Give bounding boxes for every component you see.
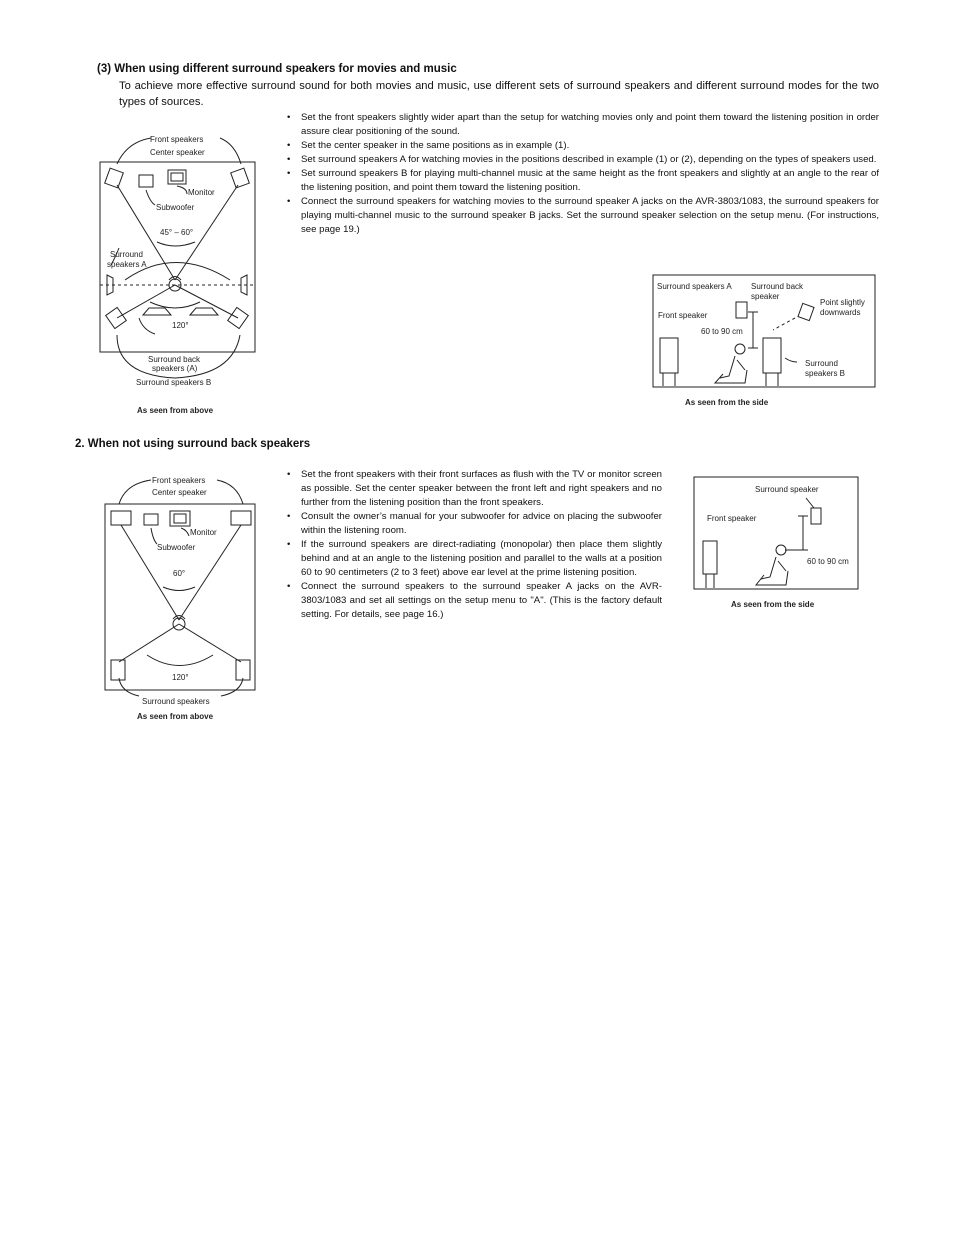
label-front-speaker: Front speaker bbox=[707, 514, 757, 523]
list-item: • Set the front speakers slightly wider apart than the setup for watching movies only and point them toward the listening position in order assure clear positioning of the sound. bbox=[286, 111, 879, 139]
subwoofer-pointer bbox=[151, 528, 157, 544]
surround-b-left bbox=[106, 307, 127, 328]
front-arc-right bbox=[217, 480, 243, 504]
label-height: 60 to 90 cm bbox=[807, 557, 849, 566]
list-item: • Set the front speakers with their front surfaces as flush with the TV or monitor screen as possible. Set the center speaker between the front left and right speakers and no further from the listening position than the front speakers. bbox=[286, 468, 662, 510]
center-speaker-box bbox=[174, 514, 186, 523]
subwoofer-pointer bbox=[146, 190, 155, 205]
surround-b-speaker bbox=[763, 338, 781, 373]
caption-side-view: As seen from the side bbox=[685, 398, 769, 407]
label-surround-b: Surround speakers B bbox=[136, 378, 212, 387]
surround-left-speaker bbox=[111, 660, 125, 680]
front-arc-right bbox=[220, 138, 241, 164]
label-angle-rear: 120° bbox=[172, 673, 189, 682]
surround-speaker bbox=[811, 508, 821, 524]
front-arc-left bbox=[117, 138, 151, 164]
label-front-speakers: Front speakers bbox=[152, 476, 206, 485]
label-center-speaker: Center speaker bbox=[150, 148, 205, 157]
list-item: • Connect the surround speakers to the surround speaker A jacks on the AVR-3803/1083 and set all settings on the setup menu to "A". (This is the factory default setting. For details, see page 16.) bbox=[286, 580, 662, 622]
label-surround-a: Surround speakers A bbox=[657, 282, 732, 291]
rear-angle-arc bbox=[147, 655, 213, 666]
section-2-bullet-list bbox=[286, 468, 662, 622]
front-speaker bbox=[703, 541, 717, 574]
label-surround-a: Surround bbox=[110, 250, 143, 259]
label-surround-back: Surround back bbox=[751, 282, 804, 291]
list-item: • Connect the surround speakers for watching movies to the surround speaker A jacks on the AVR-3803/1083, the surround speakers for playing multi-channel music to the surround speaker B jacks. Set the surround speaker selection on the setup menu. (For instructions, see page 19.) bbox=[286, 195, 879, 237]
label-monitor: Monitor bbox=[190, 528, 217, 537]
surround-right-speaker bbox=[236, 660, 250, 680]
front-angle-arc bbox=[163, 587, 195, 591]
caption-top-view: As seen from above bbox=[137, 712, 214, 721]
label-front-speakers: Front speakers bbox=[150, 135, 204, 144]
center-speaker-box bbox=[171, 173, 183, 181]
surround-a-speaker bbox=[736, 302, 747, 318]
label-surround-back: Surround back bbox=[148, 355, 201, 364]
side-view-diagram-no-back bbox=[690, 474, 865, 614]
section-3-intro: To achieve more effective surround sound for both movies and music, use different sets of surround speakers and different surround modes for the two types of sources. bbox=[119, 80, 879, 108]
section-3-heading: (3) When using different surround speakers for movies and music bbox=[97, 63, 457, 75]
monitor-pointer bbox=[177, 186, 187, 194]
label-angle-front: 60° bbox=[173, 569, 186, 578]
top-view-diagram-movies-music bbox=[95, 130, 270, 425]
front-left-speaker bbox=[105, 168, 124, 188]
front-left-speaker bbox=[111, 511, 131, 525]
label-surround-a-2: speakers A bbox=[107, 260, 147, 269]
caption-side-view: As seen from the side bbox=[731, 600, 815, 609]
listener-head bbox=[735, 344, 745, 354]
label-surround-back-2: speaker bbox=[751, 292, 780, 301]
front-angle-arc bbox=[157, 242, 195, 246]
front-right-speaker bbox=[231, 168, 250, 188]
caption-top-view: As seen from above bbox=[137, 406, 214, 415]
label-subwoofer: Subwoofer bbox=[156, 203, 195, 212]
listener-head bbox=[776, 545, 786, 555]
label-surround-b-2: speakers B bbox=[805, 369, 846, 378]
surround-back-right bbox=[190, 308, 218, 315]
front-arc-left bbox=[119, 480, 151, 504]
monitor-pointer bbox=[181, 528, 189, 536]
label-front-speaker: Front speaker bbox=[658, 311, 708, 320]
section-3-bullet-list bbox=[286, 111, 879, 237]
monitor-box bbox=[170, 511, 190, 526]
list-item: • If the surround speakers are direct-radiating (monopolar) then place them slightly behind and at an angle to the listening position and parallel to the walls at a position 60 to 90 centimeters (2 to 3 feet) above ear level at the prime listening position. bbox=[286, 538, 662, 580]
list-item: • Consult the owner’s manual for your subwoofer for advice on placing the subwoofer within the listening room. bbox=[286, 510, 662, 538]
list-item: • Set surround speakers A for watching movies in the positions described in example (1) or (2), depending on the types of speakers used. bbox=[286, 153, 879, 167]
top-view-diagram-no-back bbox=[95, 470, 270, 725]
rear-angle-arc bbox=[150, 302, 200, 308]
label-monitor: Monitor bbox=[188, 188, 215, 197]
label-surround-speaker: Surround speaker bbox=[755, 485, 819, 494]
front-speaker bbox=[660, 338, 678, 373]
label-subwoofer: Subwoofer bbox=[157, 543, 196, 552]
label-height: 60 to 90 cm bbox=[701, 327, 743, 336]
label-angle-front: 45° – 60° bbox=[160, 228, 194, 237]
section-2-heading: 2. When not using surround back speakers bbox=[75, 438, 311, 450]
surround-back-speaker bbox=[798, 303, 814, 320]
label-angle-rear: 120° bbox=[172, 321, 189, 330]
label-center-speaker: Center speaker bbox=[152, 488, 207, 497]
label-point-2: downwards bbox=[820, 308, 861, 317]
subwoofer-box bbox=[144, 514, 158, 525]
label-surround-b: Surround bbox=[805, 359, 838, 368]
list-item: • Set surround speakers B for playing multi-channel music at the same height as the front speakers and slightly at an angle to the rear of the listening position, and point them toward the listening position. bbox=[286, 167, 879, 195]
label-surround: Surround speakers bbox=[142, 697, 210, 706]
label-surround-back-2: speakers (A) bbox=[152, 364, 198, 373]
list-item: • Set the center speaker in the same positions as in example (1). bbox=[286, 139, 879, 153]
label-point: Point slightly bbox=[820, 298, 865, 307]
front-right-speaker bbox=[231, 511, 251, 525]
room-outline bbox=[105, 504, 255, 690]
surround-back-left bbox=[143, 308, 171, 315]
side-view-diagram-movies-music bbox=[645, 270, 885, 410]
subwoofer-box bbox=[139, 175, 153, 187]
